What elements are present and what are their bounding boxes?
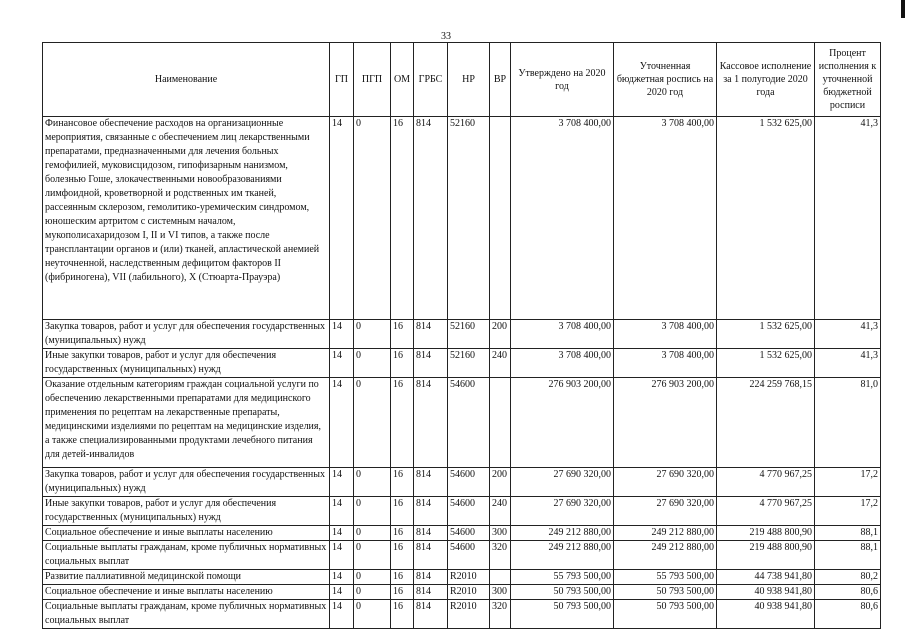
cell-om: 16 <box>391 378 414 468</box>
cell-revised: 27 690 320,00 <box>614 468 717 497</box>
cell-vr <box>490 378 511 468</box>
cell-approved: 50 793 500,00 <box>511 585 614 600</box>
cell-vr <box>490 570 511 585</box>
cell-np: 54600 <box>448 526 490 541</box>
cell-vr: 200 <box>490 320 511 349</box>
cell-approved: 3 708 400,00 <box>511 117 614 320</box>
cell-np: 52160 <box>448 117 490 320</box>
cell-vr: 300 <box>490 526 511 541</box>
header-ppgp: ПГП <box>354 43 391 117</box>
cell-gp: 14 <box>330 468 354 497</box>
cell-grbs: 814 <box>414 117 448 320</box>
cell-cash: 1 532 625,00 <box>717 117 815 320</box>
cell-approved: 27 690 320,00 <box>511 497 614 526</box>
budget-table <box>42 42 881 629</box>
cell-gp: 14 <box>330 497 354 526</box>
cell-grbs: 814 <box>414 570 448 585</box>
cell-om: 16 <box>391 468 414 497</box>
cell-grbs: 814 <box>414 378 448 468</box>
cell-name: Социальные выплаты гражданам, кроме публичных нормативных социальных выплат <box>43 541 330 570</box>
table-row <box>43 117 881 320</box>
cell-approved: 27 690 320,00 <box>511 468 614 497</box>
cell-om: 16 <box>391 600 414 629</box>
cell-revised: 3 708 400,00 <box>614 320 717 349</box>
cell-grbs: 814 <box>414 349 448 378</box>
cell-np: 54600 <box>448 378 490 468</box>
cell-om: 16 <box>391 117 414 320</box>
cell-name: Иные закупки товаров, работ и услуг для обеспечения государственных (муниципальных) нужд <box>43 349 330 378</box>
cell-approved: 249 212 880,00 <box>511 541 614 570</box>
cell-approved: 50 793 500,00 <box>511 600 614 629</box>
cell-name: Закупка товаров, работ и услуг для обеспечения государственных (муниципальных) нужд <box>43 320 330 349</box>
cell-gp: 14 <box>330 600 354 629</box>
cell-gp: 14 <box>330 570 354 585</box>
cell-np: 54600 <box>448 541 490 570</box>
cell-om: 16 <box>391 349 414 378</box>
cell-ppgp: 0 <box>354 600 391 629</box>
header-revised: Уточненная бюджетная роспись на 2020 год <box>614 43 717 117</box>
cell-percent: 17,2 <box>815 468 881 497</box>
cell-om: 16 <box>391 320 414 349</box>
cell-vr: 320 <box>490 600 511 629</box>
cell-grbs: 814 <box>414 497 448 526</box>
table-row <box>43 526 881 541</box>
header-name: Наименование <box>43 43 330 117</box>
cell-revised: 276 903 200,00 <box>614 378 717 468</box>
cell-revised: 249 212 880,00 <box>614 541 717 570</box>
cell-ppgp: 0 <box>354 320 391 349</box>
cell-cash: 44 738 941,80 <box>717 570 815 585</box>
cell-grbs: 814 <box>414 585 448 600</box>
cell-approved: 249 212 880,00 <box>511 526 614 541</box>
cell-vr: 200 <box>490 468 511 497</box>
cell-ppgp: 0 <box>354 117 391 320</box>
table-row <box>43 468 881 497</box>
header-np: НР <box>448 43 490 117</box>
cell-gp: 14 <box>330 320 354 349</box>
cell-percent: 81,0 <box>815 378 881 468</box>
cell-cash: 1 532 625,00 <box>717 349 815 378</box>
cell-om: 16 <box>391 497 414 526</box>
cell-cash: 4 770 967,25 <box>717 497 815 526</box>
cell-approved: 55 793 500,00 <box>511 570 614 585</box>
cell-cash: 219 488 800,90 <box>717 541 815 570</box>
cell-name: Социальное обеспечение и иные выплаты населению <box>43 526 330 541</box>
cell-grbs: 814 <box>414 541 448 570</box>
cell-percent: 88,1 <box>815 541 881 570</box>
cell-om: 16 <box>391 570 414 585</box>
cell-name: Социальные выплаты гражданам, кроме публичных нормативных социальных выплат <box>43 600 330 629</box>
cell-name: Оказание отдельным категориям граждан социальной услуги по обеспечению лекарственными препаратами для медицинского применения по рецептам на лекарственные препараты, медицинскими изделиями по рецептам на медицинские изделия, а также специализированными продуктами лечебного питания для детей-инвалидов <box>43 378 330 468</box>
cell-gp: 14 <box>330 585 354 600</box>
cell-gp: 14 <box>330 541 354 570</box>
cell-np: R2010 <box>448 600 490 629</box>
cell-ppgp: 0 <box>354 570 391 585</box>
cell-ppgp: 0 <box>354 497 391 526</box>
table-row <box>43 541 881 570</box>
cell-percent: 88,1 <box>815 526 881 541</box>
cell-vr: 240 <box>490 497 511 526</box>
cell-approved: 3 708 400,00 <box>511 349 614 378</box>
cell-name: Иные закупки товаров, работ и услуг для обеспечения государственных (муниципальных) нужд <box>43 497 330 526</box>
cell-grbs: 814 <box>414 600 448 629</box>
cell-percent: 80,6 <box>815 600 881 629</box>
header-percent: Процент исполнения к уточненной бюджетной росписи <box>815 43 881 117</box>
cell-approved: 3 708 400,00 <box>511 320 614 349</box>
table-row <box>43 600 881 629</box>
table-row <box>43 349 881 378</box>
header-approved: Утверждено на 2020 год <box>511 43 614 117</box>
table-row <box>43 378 881 468</box>
cell-name: Развитие паллиативной медицинской помощи <box>43 570 330 585</box>
cell-revised: 55 793 500,00 <box>614 570 717 585</box>
cell-percent: 41,3 <box>815 117 881 320</box>
cell-gp: 14 <box>330 526 354 541</box>
cell-ppgp: 0 <box>354 349 391 378</box>
page-number: 33 <box>441 31 451 42</box>
cell-revised: 50 793 500,00 <box>614 600 717 629</box>
table-row <box>43 585 881 600</box>
cell-cash: 4 770 967,25 <box>717 468 815 497</box>
cell-grbs: 814 <box>414 526 448 541</box>
cell-np: 52160 <box>448 320 490 349</box>
cell-vr <box>490 117 511 320</box>
cell-om: 16 <box>391 541 414 570</box>
cell-ppgp: 0 <box>354 585 391 600</box>
cell-vr: 300 <box>490 585 511 600</box>
cell-cash: 40 938 941,80 <box>717 585 815 600</box>
table-row <box>43 570 881 585</box>
cell-approved: 276 903 200,00 <box>511 378 614 468</box>
cell-cash: 1 532 625,00 <box>717 320 815 349</box>
table-row <box>43 320 881 349</box>
cell-gp: 14 <box>330 378 354 468</box>
cell-np: 54600 <box>448 497 490 526</box>
cell-gp: 14 <box>330 117 354 320</box>
header-cash: Кассовое исполнение за 1 полугодие 2020 года <box>717 43 815 117</box>
cell-om: 16 <box>391 585 414 600</box>
cell-percent: 17,2 <box>815 497 881 526</box>
cell-np: 52160 <box>448 349 490 378</box>
cell-om: 16 <box>391 526 414 541</box>
table-body <box>43 117 881 629</box>
cell-np: R2010 <box>448 585 490 600</box>
cell-name: Социальное обеспечение и иные выплаты населению <box>43 585 330 600</box>
cell-percent: 41,3 <box>815 320 881 349</box>
table-header-row <box>43 43 881 117</box>
cell-vr: 240 <box>490 349 511 378</box>
cell-ppgp: 0 <box>354 468 391 497</box>
cell-percent: 41,3 <box>815 349 881 378</box>
table-row <box>43 497 881 526</box>
cell-revised: 3 708 400,00 <box>614 117 717 320</box>
cell-ppgp: 0 <box>354 378 391 468</box>
header-grbs: ГРБС <box>414 43 448 117</box>
cell-ppgp: 0 <box>354 541 391 570</box>
cell-name: Закупка товаров, работ и услуг для обеспечения государственных (муниципальных) нужд <box>43 468 330 497</box>
cell-revised: 3 708 400,00 <box>614 349 717 378</box>
cell-gp: 14 <box>330 349 354 378</box>
header-vr: ВР <box>490 43 511 117</box>
cell-percent: 80,2 <box>815 570 881 585</box>
cell-cash: 40 938 941,80 <box>717 600 815 629</box>
cell-revised: 249 212 880,00 <box>614 526 717 541</box>
cell-revised: 50 793 500,00 <box>614 585 717 600</box>
cell-percent: 80,6 <box>815 585 881 600</box>
header-om: ОМ <box>391 43 414 117</box>
cell-cash: 219 488 800,90 <box>717 526 815 541</box>
cell-grbs: 814 <box>414 320 448 349</box>
cell-vr: 320 <box>490 541 511 570</box>
cell-cash: 224 259 768,15 <box>717 378 815 468</box>
cell-name: Финансовое обеспечение расходов на организационные мероприятия, связанные с обеспечением лиц лекарственными препаратами, предназначенными для лечения больных гемофилией, муковисцидозом, гипофизарным нанизмом, болезнью Гоше, злокачественными новообразованиями лимфоидной, кроветворной и родственных им тканей, рассеянным склерозом, гемолитико-уремическим синдромом, юношеским артритом с системным началом, мукополисахаридозом I, II и VI типов, а также после трансплантации органов и (или) тканей, апластической анемией неуточненной, наследственным дефицитом факторов II (фибриногена), VII (лабильного), X (Стюарта-Прауэра) <box>43 117 330 320</box>
cell-revised: 27 690 320,00 <box>614 497 717 526</box>
cell-np: 54600 <box>448 468 490 497</box>
cell-grbs: 814 <box>414 468 448 497</box>
header-gp: ГП <box>330 43 354 117</box>
edge-mark <box>901 0 905 18</box>
cell-np: R2010 <box>448 570 490 585</box>
cell-ppgp: 0 <box>354 526 391 541</box>
